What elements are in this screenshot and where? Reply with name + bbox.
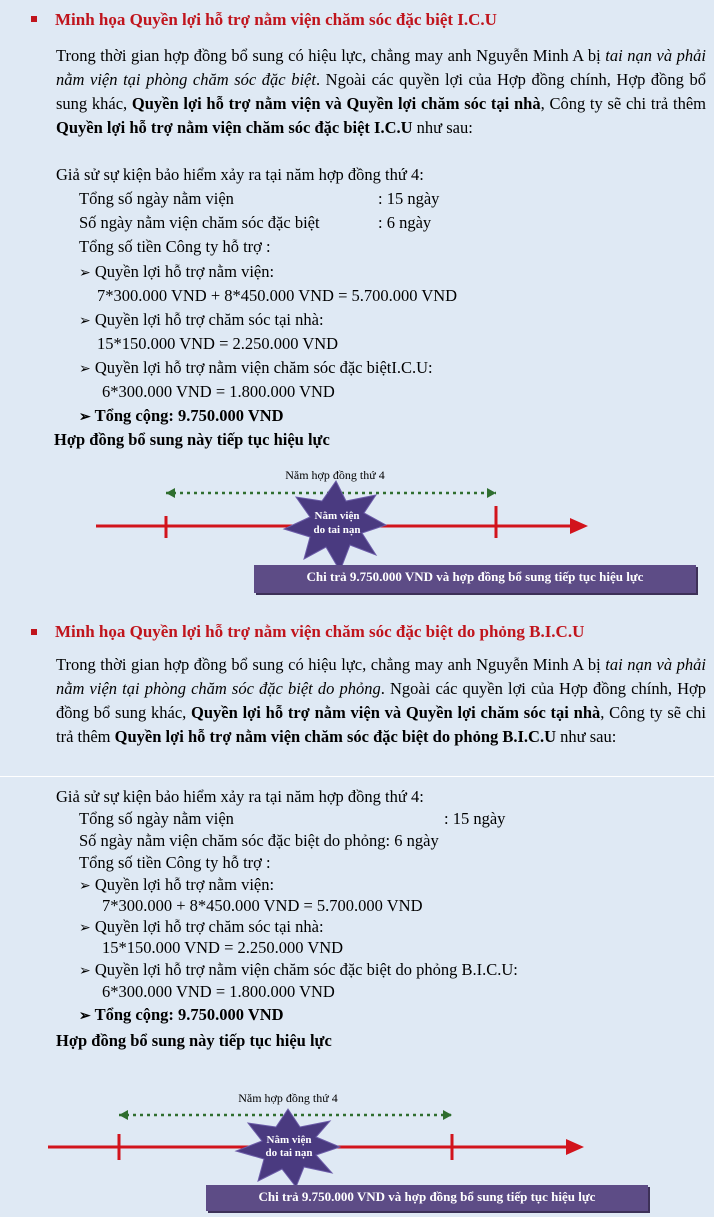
event-label-line1: Nằm viện — [314, 510, 360, 522]
arrow-bullet-icon: ➢ — [79, 362, 91, 377]
arrow-bullet-icon: ➢ — [79, 879, 91, 894]
section-title: Minh họa Quyền lợi hỗ trợ nằm viện chăm sóc đặc biệt do phỏng B.I.C.U — [55, 622, 585, 641]
continue-line: Hợp đồng bổ sung này tiếp tục hiệu lực — [56, 1031, 332, 1050]
item-calculation: 6*300.000 VND = 1.800.000 VND — [102, 982, 335, 1001]
arrow-left-icon — [166, 488, 175, 498]
special-days-value: : 6 ngày — [378, 213, 432, 232]
section-title: Minh họa Quyền lợi hỗ trợ nằm viện chăm sóc đặc biệt I.C.U — [55, 10, 497, 29]
total-line: ➢ Tổng cộng: 9.750.000 VND — [79, 406, 284, 425]
square-bullet-icon — [31, 629, 37, 635]
intro-paragraph: Trong thời gian hợp đồng bổ sung có hiệu lực, chẳng may anh Nguyễn Minh A bị tai nạn và phải nằm viện tại phòng chăm sóc đặc biệt do phỏng. Ngoài các quyền lợi của Hợp đồng chính, Hợp đồng bổ sung khác, Quyền lợi hỗ trợ nằm viện và Quyền lợi chăm sóc tại nhà, Công ty sẽ chi trả thêm Quyền lợi hỗ trợ nằm viện chăm sóc đặc biệt do phỏng B.I.C.U như sau: — [56, 655, 707, 746]
timeline-arrow-icon — [570, 518, 588, 534]
arrow-bullet-icon: ➢ — [79, 1009, 91, 1024]
item-calculation: 7*300.000 VND + 8*450.000 VND = 5.700.000 VND — [97, 286, 458, 305]
item-calculation: 15*150.000 VND = 2.250.000 VND — [97, 334, 339, 353]
payout-banner: Chi trả 9.750.000 VND và hợp đồng bổ sung tiếp tục hiệu lực — [254, 565, 696, 593]
special-days-label: Số ngày nằm viện chăm sóc đặc biệt — [79, 213, 320, 232]
payout-banner: Chi trả 9.750.000 VND và hợp đồng bổ sung tiếp tục hiệu lực — [206, 1185, 648, 1211]
assumption-line: Giả sử sự kiện bảo hiểm xảy ra tại năm hợp đồng thứ 4: — [56, 787, 424, 806]
arrow-bullet-icon: ➢ — [79, 964, 91, 979]
section-bicu-details — [0, 776, 714, 1217]
support-total-label: Tổng số tiền Công ty hỗ trợ : — [79, 237, 271, 256]
square-bullet-icon — [31, 16, 37, 22]
total-days-value: : 15 ngày — [378, 189, 440, 208]
support-total-label: Tổng số tiền Công ty hỗ trợ : — [79, 853, 271, 872]
total-line: ➢ Tổng cộng: 9.750.000 VND — [79, 1005, 284, 1024]
list-item: ➢ Quyền lợi hỗ trợ chăm sóc tại nhà: — [79, 310, 324, 329]
list-item: ➢ Quyền lợi hỗ trợ nằm viện chăm sóc đặc biệt do phỏng B.I.C.U: — [79, 960, 518, 979]
continue-line: Hợp đồng bổ sung này tiếp tục hiệu lực — [54, 430, 330, 449]
arrow-right-icon — [443, 1110, 452, 1120]
event-label-line2: do tai nạn — [265, 1147, 313, 1159]
item-calculation: 7*300.000 + 8*450.000 VND = 5.700.000 VND — [102, 896, 423, 915]
timeline-arrow-icon — [566, 1139, 584, 1155]
total-days-label: Tổng số ngày nằm viện — [79, 189, 234, 208]
arrow-bullet-icon: ➢ — [79, 266, 91, 281]
total-days-label: Tổng số ngày nằm viện — [79, 809, 234, 828]
list-item: ➢ Quyền lợi hỗ trợ chăm sóc tại nhà: — [79, 917, 324, 936]
intro-paragraph: Trong thời gian hợp đồng bổ sung có hiệu lực, chẳng may anh Nguyễn Minh A bị tai nạn và phải nằm viện tại phòng chăm sóc đặc biệt. Ngoài các quyền lợi của Hợp đồng chính, Hợp đồng bổ sung khác, Quyền lợi hỗ trợ nằm viện và Quyền lợi chăm sóc tại nhà, Công ty sẽ chi trả thêm Quyền lợi hỗ trợ nằm viện chăm sóc đặc biệt I.C.U như sau: — [56, 46, 707, 137]
assumption-line: Giả sử sự kiện bảo hiểm xảy ra tại năm hợp đồng thứ 4: — [56, 165, 424, 184]
event-label-line1: Nằm viện — [266, 1134, 312, 1146]
arrow-left-icon — [119, 1110, 128, 1120]
year-label: Năm hợp đồng thứ 4 — [285, 468, 385, 482]
list-item: ➢ Quyền lợi hỗ trợ nằm viện: — [79, 875, 275, 894]
arrow-bullet-icon: ➢ — [79, 314, 91, 329]
item-calculation: 15*150.000 VND = 2.250.000 VND — [102, 938, 344, 957]
list-item: ➢ Quyền lợi hỗ trợ nằm viện: — [79, 262, 275, 281]
event-label-line2: do tai nạn — [313, 524, 361, 536]
arrow-bullet-icon: ➢ — [79, 921, 91, 936]
item-calculation: 6*300.000 VND = 1.800.000 VND — [102, 382, 335, 401]
total-days-value: : 15 ngày — [444, 809, 506, 828]
arrow-bullet-icon: ➢ — [79, 410, 91, 425]
special-days-line: Số ngày nằm viện chăm sóc đặc biệt do phỏng: 6 ngày — [79, 831, 439, 850]
year-label: Năm hợp đồng thứ 4 — [238, 1091, 338, 1105]
arrow-right-icon — [487, 488, 496, 498]
list-item: ➢ Quyền lợi hỗ trợ nằm viện chăm sóc đặc biệtI.C.U: — [79, 358, 433, 377]
